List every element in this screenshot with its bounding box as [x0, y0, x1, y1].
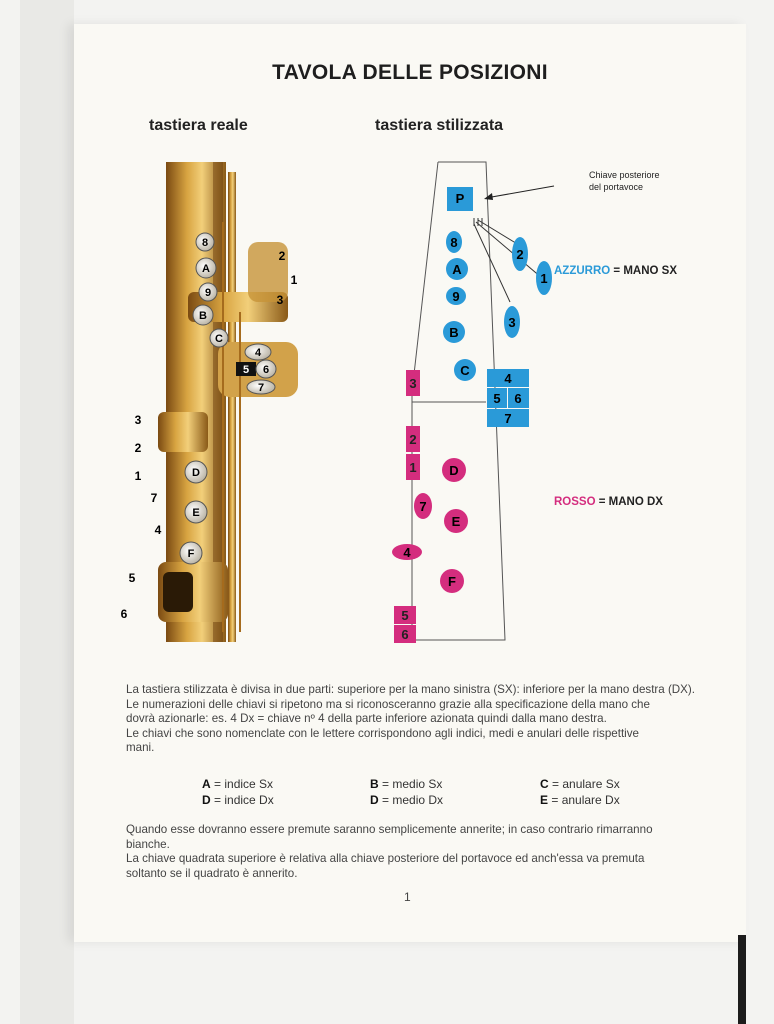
legend-sx	[554, 265, 677, 277]
photo-label-8: 8	[201, 237, 209, 249]
legend-d-index: D = indice Dx	[202, 793, 274, 807]
legend-dx	[554, 496, 663, 508]
page-number: 1	[404, 890, 411, 904]
photo-side-label-1: 1	[134, 469, 142, 483]
photo-label-4: 4	[254, 347, 262, 359]
key-5-dx-label: 5	[401, 608, 409, 623]
key-b-sx-label: B	[449, 325, 459, 340]
background-strip	[20, 0, 74, 1024]
photo-side-label-3: 3	[134, 413, 142, 427]
key-8-sx-label: 8	[450, 235, 458, 250]
paragraph-pressed	[126, 823, 700, 881]
key-6-sx-label: 6	[514, 391, 522, 406]
legend-dx-text: = MANO DX	[595, 496, 663, 508]
photo-right-label-2: 2	[278, 249, 286, 263]
legend-a: A = indice Sx	[202, 777, 274, 791]
subtitle-stylized-keyboard: tastiera stilizzata	[375, 117, 504, 134]
scan-edge	[738, 935, 746, 1024]
photo-label-5: 5	[242, 364, 250, 376]
photo-label-e: E	[192, 507, 200, 519]
photo-label-d: D	[192, 467, 200, 479]
key-2-dx-label: 2	[409, 432, 417, 447]
paragraph-intro	[126, 683, 700, 756]
annotation-line-2: del portavoce	[589, 182, 644, 192]
annotation-arrowhead	[484, 193, 493, 200]
paragraph-pressed-line: Quando esse dovranno essere premute saranno semplicemente annerite; in caso contrario rimarranno	[126, 823, 653, 836]
page-title: TAVOLA DELLE POSIZIONI	[272, 61, 548, 84]
photo-label-6: 6	[262, 364, 270, 376]
key-f-dx-label: F	[448, 574, 456, 589]
key-1-dx-label: 1	[409, 460, 417, 475]
photo-side-label-7: 7	[150, 491, 158, 505]
paragraph-pressed-line: bianche.	[126, 837, 170, 851]
photo-label-7: 7	[257, 382, 265, 394]
key-5-sx-label: 5	[493, 391, 501, 406]
legend-e: E = anulare Dx	[540, 793, 620, 807]
legend-c: C = anulare Sx	[540, 777, 620, 791]
photo-label-a: A	[202, 263, 210, 275]
key-c-sx-label: C	[460, 363, 470, 378]
key-7-sx-label: 7	[504, 411, 512, 426]
paragraph-intro-line: Le chiavi che sono nomenclate con le lettere corrispondono agli indici, medi e anulari delle rispettive	[126, 726, 639, 740]
photo-side-label-2: 2	[134, 441, 142, 455]
photo-label-c: C	[215, 333, 223, 345]
key-4-sx-label: 4	[504, 371, 512, 386]
photo-right-label-3: 3	[276, 293, 284, 307]
legend-sx-color: AZZURRO	[554, 265, 611, 277]
paragraph-intro-line: dovrà azionarle: es. 4 Dx = chiave nº 4 della parte inferiore azionata quindi dalla mano destra.	[126, 712, 607, 725]
key-6-dx-label: 6	[401, 627, 409, 642]
subtitle-real-keyboard: tastiera reale	[149, 117, 248, 134]
legend-sx-text: = MANO SX	[610, 265, 677, 277]
paragraph-intro-line: La tastiera stilizzata è divisa in due parti: superiore per la mano sinistra (SX): inferiore per la mano destra (DX).	[126, 683, 695, 696]
key-d-dx-label: D	[449, 463, 459, 478]
paragraph-octave-line: soltanto se il quadrato è annerito.	[126, 866, 298, 880]
photo-side-label-4: 4	[154, 523, 162, 537]
photo-right-label-1: 1	[290, 273, 298, 287]
key-a-sx-label: A	[452, 262, 462, 277]
key-9-sx-label: 9	[452, 289, 460, 304]
key-3-dx-label: 3	[409, 376, 417, 391]
legend-dx-color: ROSSO	[554, 496, 596, 508]
photo-label-9: 9	[204, 287, 212, 299]
key-e-dx-label: E	[451, 514, 461, 529]
key-3-sx-label: 3	[508, 315, 516, 330]
legend-b: B = medio Sx	[370, 777, 443, 791]
key-2-sx-label: 2	[516, 247, 524, 262]
real-keyboard-illustration	[120, 162, 298, 642]
paragraph-octave-line: La chiave quadrata superiore è relativa alla chiave posteriore del portavoce ed anch'essa va premuta	[126, 852, 645, 865]
paragraph-intro-line: Le numerazioni delle chiavi si ripetono ma si riconosceranno grazie alla specificazione della mano che	[126, 697, 650, 711]
photo-label-f: F	[187, 548, 195, 560]
key-7-dx-label: 7	[419, 499, 427, 514]
stylized-keyboard-diagram	[374, 162, 774, 652]
photo-side-label-5: 5	[128, 571, 136, 585]
document-page	[74, 24, 746, 942]
legend-d-middle: D = medio Dx	[370, 793, 444, 807]
annotation-arrow	[486, 186, 554, 198]
key-1-sx-label: 1	[540, 271, 548, 286]
key-4-dx-label: 4	[403, 545, 411, 560]
paragraph-intro-line: mani.	[126, 741, 155, 754]
key-p-label: P	[455, 191, 465, 206]
photo-side-label-6: 6	[120, 607, 128, 621]
photo-label-b: B	[199, 310, 207, 322]
annotation-line-1: Chiave posteriore	[589, 170, 660, 180]
